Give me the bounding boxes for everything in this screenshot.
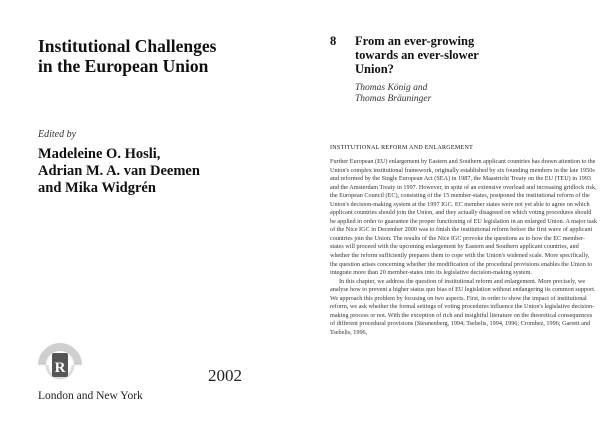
editor-line: and Mika Widgrén xyxy=(38,180,156,196)
body-text xyxy=(330,158,598,337)
edited-by-label: Edited by xyxy=(38,129,77,140)
body-paragraph: Further European (EU) enlargement by Eastern and Southern applicant countries has drawn attention to the Union's complex institutional framework, originally established by six founding members in the late 1950s and reformed by the Single European Act (SEA) in 1987, the Maastricht Treaty on the EU (TEU) in 1993 and the Amsterdam Treaty in 1997. However, in spite of an extensive overload and increasing gridlock risk, the European Council (EC), consisting of the 15 member-states, postponed the institutional reform of the Union's decision-making system at the 1997 IGC. EC member states were not yet able to agree on which applicant countries should join the Union, and they actually disagreed on which voting procedures should be applied in order to guarantee the proper functioning of EU legislation in an enlarged Union. A major task of the Nice IGC in December 2000 was to finish the institutional reform before the first wave of applicant countries join the Union. The results of the Nice IGC provoke the questions as to how the EC member-states will proceed with the upcoming enlargement by Eastern and Southern applicant countries, and whether the reform sufficiently prepares them to cope with the Union's widened scale. More specifically, the question arises concerning whether the modification of the procedural provisions enables the Union to integrate more than 20 member-states into its legislative decision-making system. xyxy=(330,158,598,277)
book-title-line: Institutional Challenges xyxy=(38,36,217,56)
editor-line: Madeleine O. Hosli, xyxy=(38,146,161,162)
editors xyxy=(38,146,278,197)
chapter-number: 8 xyxy=(330,34,337,48)
book-title-line: in the European Union xyxy=(38,56,209,76)
book-title xyxy=(38,36,278,76)
chapter-title xyxy=(355,34,555,76)
chapter-title-line: From an ever-growing xyxy=(355,34,475,48)
body-paragraph: In this chapter, we address the question of institutional reform and enlargement. More precisely, we analyse how to prevent a higher status quo bias of EU legislation without endangering its common support. We approach this problem by focusing on two aspects. First, in order to show the impact of institutional reform, we ask whether the formal settings of voting procedures influence the Union's legislative decision-making process or not. With the exception of rich and insightful literature on the theoretical consequences of different procedural provisions (Steunenberg, 1994; Tsebelis, 1994, 1996; Crombez, 1996; Garrett and Tsebelis, 1996, xyxy=(330,277,596,336)
chapter-title-line: towards an ever-slower xyxy=(355,48,479,62)
routledge-logo-icon xyxy=(38,335,82,385)
publication-year: 2002 xyxy=(208,366,242,385)
chapter-authors xyxy=(355,83,431,105)
editor-line: Adrian M. A. van Deemen xyxy=(38,163,200,179)
publication-place: London and New York xyxy=(38,390,143,402)
chapter-title-line: Union? xyxy=(355,62,394,76)
svg-text:R: R xyxy=(54,360,66,376)
author-line: Thomas Bräuninger xyxy=(355,94,432,104)
right-page xyxy=(300,0,600,436)
author-line: Thomas König and xyxy=(355,83,428,93)
section-heading: INSTITUTIONAL REFORM AND ENLARGEMENT xyxy=(330,145,474,151)
